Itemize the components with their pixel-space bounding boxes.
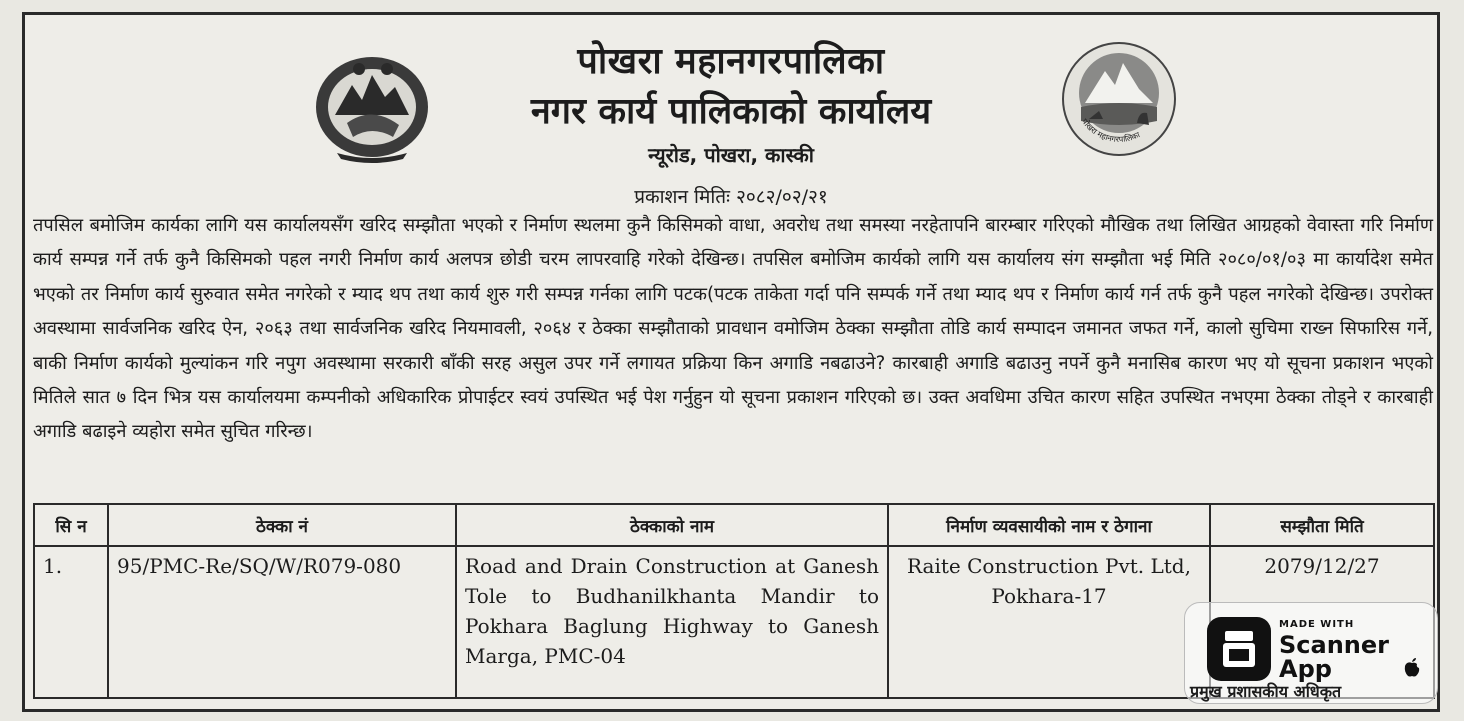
watermark-line2: App	[1279, 655, 1332, 683]
apple-icon	[1403, 657, 1421, 677]
col-header-contract-no: ठेक्का नं	[108, 504, 456, 546]
cell-contractor: Raite Construction Pvt. Ltd, Pokhara-17	[888, 546, 1210, 698]
notice-body: तपसिल बमोजिम कार्यका लागि यस कार्यालयसँग खरिद सम्झौता भएको र निर्माण स्थलमा कुनै किसिमको वाधा, अवरोध तथा समस्या नरहेतापनि बारम्बार गरिएको मौखिक तथा लिखित आग्रहको वेवास्ता गरि निर्माण कार्य सम्पन्न गर्ने तर्फ कुनै किसिमको पहल नगरी निर्माण कार्य अलपत्र छोडी चरम लापरवाहि गरेको देखिन्छ। तपसिल बमोजिम कार्यको लागि यस कार्यालय संग सम्झौता भई मिति २०८०/०१/०३ मा कार्यादेश समेत भएको तर निर्माण कार्य सुरुवात समेत नगरेको र म्याद थप तथा कार्य शुरु गरी सम्पन्न गर्नका लागि पटक(पटक ताकेता गर्दा पनि सम्पर्क गर्ने तथा म्याद थप र निर्माण कार्य गर्न तर्फ कुनै पहल नगरेको देखिन्छ। उपरोक्त अवस्थामा सार्वजनिक खरिद ऐन, २०६३ तथा सार्वजनिक खरिद नियमावली, २०६४ र ठेक्का सम्झौताको प्रावधान वमोजिम ठेक्का सम्झौता तोडि कार्य सम्पादन जमानत जफत गर्ने, कालो सुचिमा राख्न सिफारिस गर्ने, बाकी निर्माण कार्यको मुल्यांकन गरि नपुग अवस्थामा सरकारी बाँकी सरह असुल उपर गर्ने लगायत प्रक्रिया किन अगाडि नबढाउने? कारबाही अगाडि बढाउनु नपर्ने कुनै मनासिब कारण भए यो सूचना प्रकाशन भएको मितिले सात ७ दिन भित्र यस कार्यालयमा कम्पनीको अधिकारिक प्रोपाईटर स्वयं उपस्थित भई पेश गर्नुहुन यो सूचना प्रकाशन गरिएको छ। उक्त अवधिमा उचित कारण सहित उपस्थित नभएमा ठेक्का तोड्ने र कारबाही अगाडि बढाइने व्यहोरा समेत सुचित गरिन्छ।	[33, 215, 1433, 443]
watermark-line1: Scanner	[1279, 631, 1389, 659]
publication-date: प्रकाशन मितिः २०८२/०२/२१	[634, 186, 828, 208]
watermark-made-with: MADE WITH	[1279, 619, 1355, 630]
cell-contract-name: Road and Drain Construction at Ganesh Tole to Budhanilkhanta Mandir to Pokhara Baglung Highway to Ganesh Marga, PMC-04	[456, 546, 888, 698]
cell-sn: 1.	[34, 546, 108, 698]
cell-contract-no: 95/PMC-Re/SQ/W/R079-080	[108, 546, 456, 698]
cell-agreement-date: 2079/12/27	[1210, 546, 1434, 698]
signature-title: प्रमुख प्रशासकीय अधिकृत	[1190, 682, 1342, 701]
office-title: नगर कार्य पालिकाको कार्यालय	[530, 91, 932, 132]
scanner-app-icon	[1207, 617, 1271, 681]
svg-text:पोखरा महानगरपालिका: पोखरा महानगरपालिका	[1079, 117, 1142, 145]
col-header-contractor: निर्माण व्यवसायीको नाम र ठेगाना	[888, 504, 1210, 546]
col-header-contract-name: ठेक्काको नाम	[456, 504, 888, 546]
col-header-agreement-date: सम्झौता मिति	[1210, 504, 1434, 546]
col-header-sn: सि न	[34, 504, 108, 546]
watermark-app-name	[1279, 633, 1389, 681]
office-address: न्यूरोड, पोखरा, कास्की	[648, 143, 814, 167]
table-header-row	[34, 504, 1434, 546]
municipality-title: पोखरा महानगरपालिका	[577, 41, 885, 82]
